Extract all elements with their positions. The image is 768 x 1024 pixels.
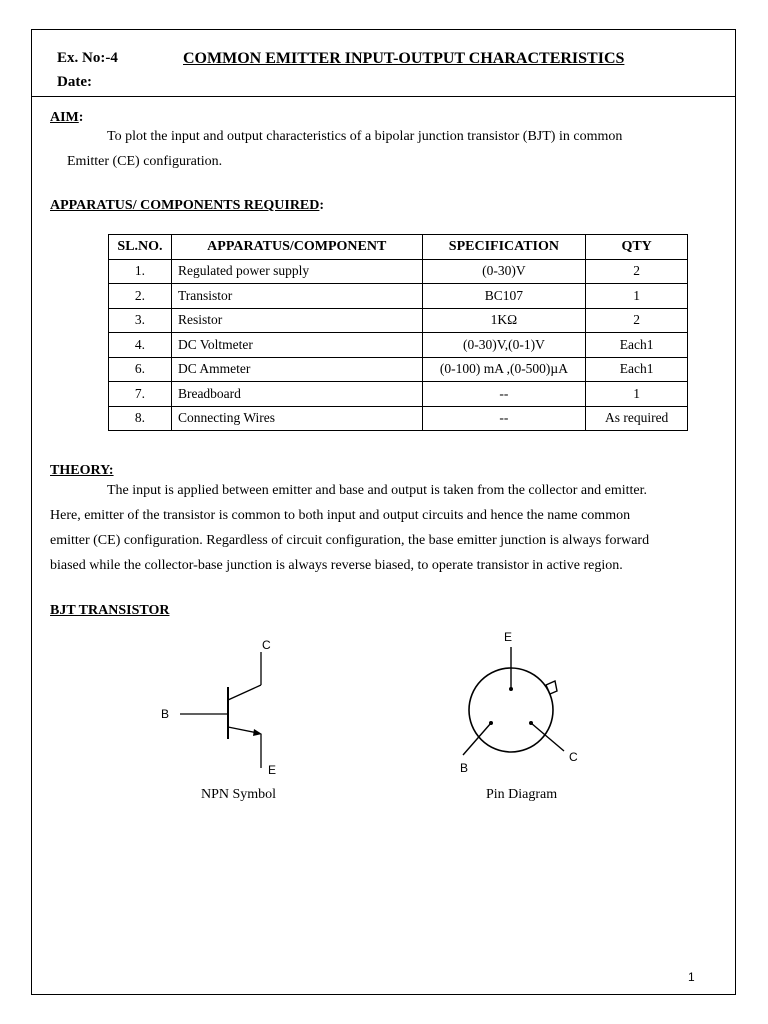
theory-line-1: The input is applied between emitter and base and output is taken from the collector and emitter. bbox=[107, 483, 647, 498]
bjt-heading bbox=[50, 603, 169, 619]
cell-slno: 4. bbox=[109, 333, 172, 358]
cell-specification: -- bbox=[422, 406, 586, 431]
cell-component: DC Ammeter bbox=[171, 357, 422, 382]
cell-slno: 8. bbox=[109, 406, 172, 431]
theory-heading-text: THEORY: bbox=[50, 463, 114, 478]
theory-line-2: Here, emitter of the transistor is common to both input and output circuits and hence the name common bbox=[50, 508, 631, 523]
table-row bbox=[109, 333, 688, 358]
cell-qty: 2 bbox=[586, 259, 688, 284]
cell-specification: BC107 bbox=[422, 284, 586, 309]
aim-heading-colon: : bbox=[78, 110, 84, 125]
cell-slno: 2. bbox=[109, 284, 172, 309]
page-number: 1 bbox=[688, 970, 695, 984]
cell-component: Transistor bbox=[171, 284, 422, 309]
aim-heading-text: AIM bbox=[50, 110, 79, 125]
aim-heading bbox=[50, 110, 83, 126]
apparatus-heading-colon: : bbox=[319, 198, 325, 213]
cell-slno: 3. bbox=[109, 308, 172, 333]
header-divider bbox=[31, 96, 736, 97]
cell-component: Breadboard bbox=[171, 382, 422, 407]
pin-diagram-tab bbox=[546, 681, 557, 694]
aim-line-1: To plot the input and output characteristics of a bipolar junction transistor (BJT) in common bbox=[107, 129, 623, 144]
apparatus-heading bbox=[50, 198, 324, 214]
npn-symbol-caption: NPN Symbol bbox=[201, 787, 277, 802]
cell-slno: 1. bbox=[109, 259, 172, 284]
cell-specification: (0-30)V,(0-1)V bbox=[422, 333, 586, 358]
column-header-qty: QTY bbox=[586, 235, 688, 260]
theory-heading bbox=[50, 463, 114, 479]
aim-line-2: Emitter (CE) configuration. bbox=[67, 154, 223, 169]
bjt-heading-text: BJT TRANSISTOR bbox=[50, 603, 170, 618]
cell-qty: Each1 bbox=[586, 357, 688, 382]
date-label: Date: bbox=[57, 74, 92, 90]
theory-line-3: emitter (CE) configuration. Regardless of circuit configuration, the base emitter junction is always forward bbox=[50, 533, 650, 548]
cell-qty: As required bbox=[586, 406, 688, 431]
cell-slno: 7. bbox=[109, 382, 172, 407]
pin-label-e: E bbox=[504, 630, 513, 644]
npn-symbol-diagram bbox=[150, 630, 290, 780]
pin-label-c: C bbox=[569, 750, 578, 764]
cell-specification: (0-30)V bbox=[422, 259, 586, 284]
table-row bbox=[109, 382, 688, 407]
column-header-specification: SPECIFICATION bbox=[422, 235, 586, 260]
table-row bbox=[109, 284, 688, 309]
pin-base-lead bbox=[463, 723, 491, 755]
npn-collector-diagonal bbox=[228, 685, 261, 700]
pin-collector-lead bbox=[531, 723, 564, 751]
pin-diagram bbox=[445, 625, 595, 780]
npn-label-c: C bbox=[262, 638, 271, 652]
pin-base-dot bbox=[489, 721, 493, 725]
pin-collector-dot bbox=[529, 721, 533, 725]
cell-qty: 2 bbox=[586, 308, 688, 333]
table-row bbox=[109, 357, 688, 382]
theory-line-4: biased while the collector-base junction is always reverse biased, to operate transistor in active region. bbox=[50, 558, 623, 573]
npn-label-b: B bbox=[161, 707, 170, 721]
apparatus-table bbox=[108, 234, 688, 431]
cell-qty: 1 bbox=[586, 284, 688, 309]
table-row bbox=[109, 308, 688, 333]
cell-qty: 1 bbox=[586, 382, 688, 407]
cell-specification: -- bbox=[422, 382, 586, 407]
cell-component: Resistor bbox=[171, 308, 422, 333]
page-title: COMMON EMITTER INPUT-OUTPUT CHARACTERISTICS bbox=[183, 50, 625, 67]
cell-slno: 6. bbox=[109, 357, 172, 382]
column-header-slno: SL.NO. bbox=[109, 235, 172, 260]
column-header-component: APPARATUS/COMPONENT bbox=[171, 235, 422, 260]
table-header-row bbox=[109, 235, 688, 260]
cell-specification: (0-100) mA ,(0-500)µA bbox=[422, 357, 586, 382]
pin-diagram-caption: Pin Diagram bbox=[486, 787, 558, 802]
cell-component: Regulated power supply bbox=[171, 259, 422, 284]
npn-label-e: E bbox=[268, 763, 277, 777]
cell-qty: Each1 bbox=[586, 333, 688, 358]
cell-component: DC Voltmeter bbox=[171, 333, 422, 358]
pin-label-b: B bbox=[460, 761, 469, 775]
apparatus-heading-text: APPARATUS/ COMPONENTS REQUIRED bbox=[50, 198, 320, 213]
npn-emitter-diagonal bbox=[228, 727, 258, 733]
pin-emitter-dot bbox=[509, 687, 513, 691]
cell-specification: 1KΩ bbox=[422, 308, 586, 333]
table-row bbox=[109, 406, 688, 431]
experiment-number: Ex. No:-4 bbox=[57, 50, 118, 66]
cell-component: Connecting Wires bbox=[171, 406, 422, 431]
table-row bbox=[109, 259, 688, 284]
